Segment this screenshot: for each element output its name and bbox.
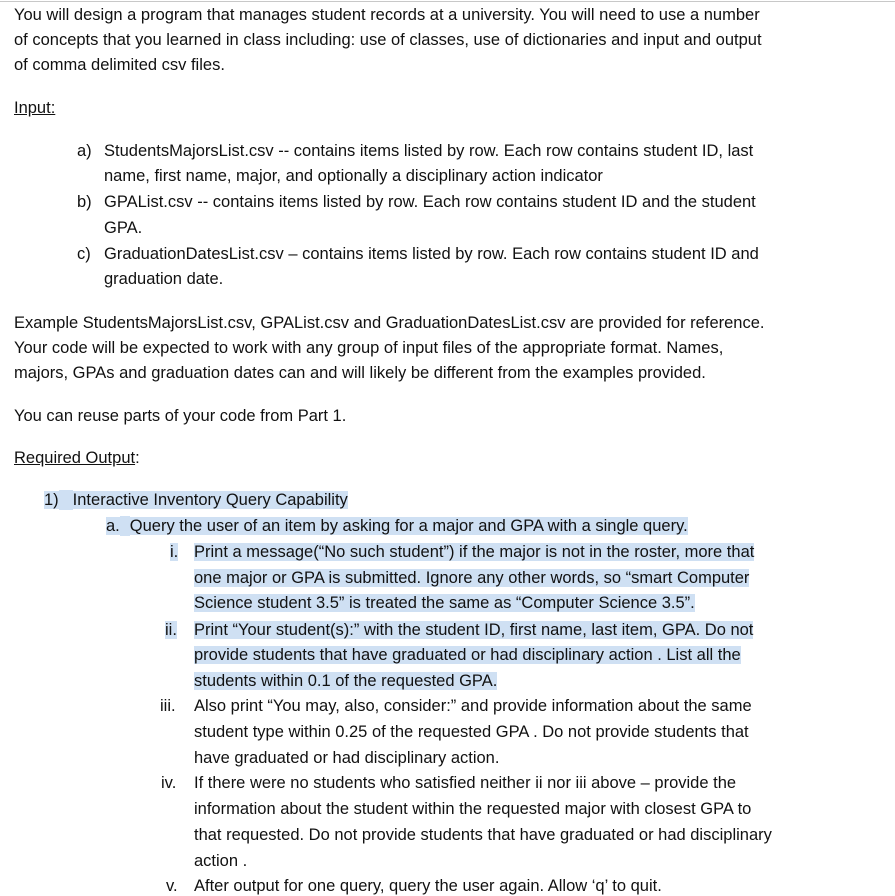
reuse-note: You can reuse parts of your code from Part 1. bbox=[14, 407, 347, 425]
input-c-line-2: graduation date. bbox=[104, 270, 224, 288]
intro-line-2: of concepts that you learned in class including: use of classes, use of dictionaries and input and output bbox=[14, 31, 762, 49]
subitem-i-label: i. bbox=[170, 543, 179, 561]
output-heading-text: Required Output bbox=[14, 449, 136, 467]
subitem-iii-label: iii. bbox=[160, 697, 176, 715]
input-heading: Input: bbox=[14, 99, 56, 117]
intro-line-3: of comma delimited csv files. bbox=[14, 56, 225, 74]
output-heading bbox=[14, 448, 140, 468]
item-1-label: 1) bbox=[44, 491, 59, 509]
subitem-iv-line-3: that requested. Do not provide students that have graduated or had disciplinary bbox=[194, 826, 772, 844]
subitem-i-line-2: one major or GPA is submitted. Ignore any other words, so “smart Computer bbox=[194, 569, 750, 587]
input-c-label: c) bbox=[77, 245, 91, 263]
subitem-ii-line-3: students within 0.1 of the requested GPA. bbox=[194, 672, 498, 690]
subitem-iii-line-2: student type within 0.25 of the requested GPA . Do not provide students that bbox=[194, 723, 749, 741]
item-a-label: a. bbox=[106, 517, 120, 535]
subitem-ii-line-1: Print “Your student(s):” with the student ID, first name, last item, GPA. Do not bbox=[194, 621, 754, 639]
input-c-line-1: GraduationDatesList.csv – contains items listed by row. Each row contains student ID and bbox=[104, 245, 759, 263]
subitem-iv-line-1: If there were no students who satisfied neither ii nor iii above – provide the bbox=[194, 774, 737, 792]
input-b-line-2: GPA. bbox=[104, 219, 143, 237]
item-a-text: Query the user of an item by asking for a major and GPA with a single query. bbox=[129, 517, 688, 535]
output-heading-colon: : bbox=[135, 449, 140, 467]
item-a bbox=[106, 516, 688, 536]
subitem-iv-line-4: action . bbox=[194, 852, 248, 870]
subitem-iii-line-1: Also print “You may, also, consider:” and provide information about the same bbox=[194, 697, 752, 715]
item-1-text: Interactive Inventory Query Capability bbox=[72, 491, 348, 509]
intro-line-1: You will design a program that manages student records at a university. You will need to use a number bbox=[14, 6, 760, 24]
subitem-i-line-1: Print a message(“No such student”) if the major is not in the roster, more that bbox=[194, 543, 755, 561]
subitem-v-label: v. bbox=[166, 877, 178, 895]
input-a-line-2: name, first name, major, and optionally a disciplinary action indicator bbox=[104, 167, 603, 185]
subitem-iv-line-2: information about the student within the requested major with closest GPA to bbox=[194, 800, 752, 818]
subitem-v-line-1: After output for one query, query the user again. Allow ‘q’ to quit. bbox=[194, 877, 662, 895]
input-a-label: a) bbox=[77, 142, 92, 160]
input-a-line-1: StudentsMajorsList.csv -- contains items listed by row. Each row contains student ID, last bbox=[104, 142, 754, 160]
input-b-line-1: GPAList.csv -- contains items listed by row. Each row contains student ID and the student bbox=[104, 193, 756, 211]
subitem-i-line-3: Science student 3.5” is treated the same as “Computer Science 3.5”. bbox=[194, 594, 695, 612]
subitem-iv-label: iv. bbox=[161, 774, 177, 792]
page-top-border bbox=[0, 1, 895, 2]
input-b-label: b) bbox=[77, 193, 92, 211]
example-line-1: Example StudentsMajorsList.csv, GPAList.csv and GraduationDatesList.csv are provided for reference. bbox=[14, 314, 765, 332]
example-line-2: Your code will be expected to work with any group of input files of the appropriate format. Names, bbox=[14, 339, 724, 357]
item-1 bbox=[44, 490, 348, 510]
subitem-ii-line-2: provide students that have graduated or had disciplinary action . List all the bbox=[194, 646, 741, 664]
subitem-iii-line-3: have graduated or had disciplinary action. bbox=[194, 749, 500, 767]
subitem-ii-label: ii. bbox=[165, 621, 177, 639]
example-line-3: majors, GPAs and graduation dates can and will likely be different from the examples provided. bbox=[14, 364, 706, 382]
